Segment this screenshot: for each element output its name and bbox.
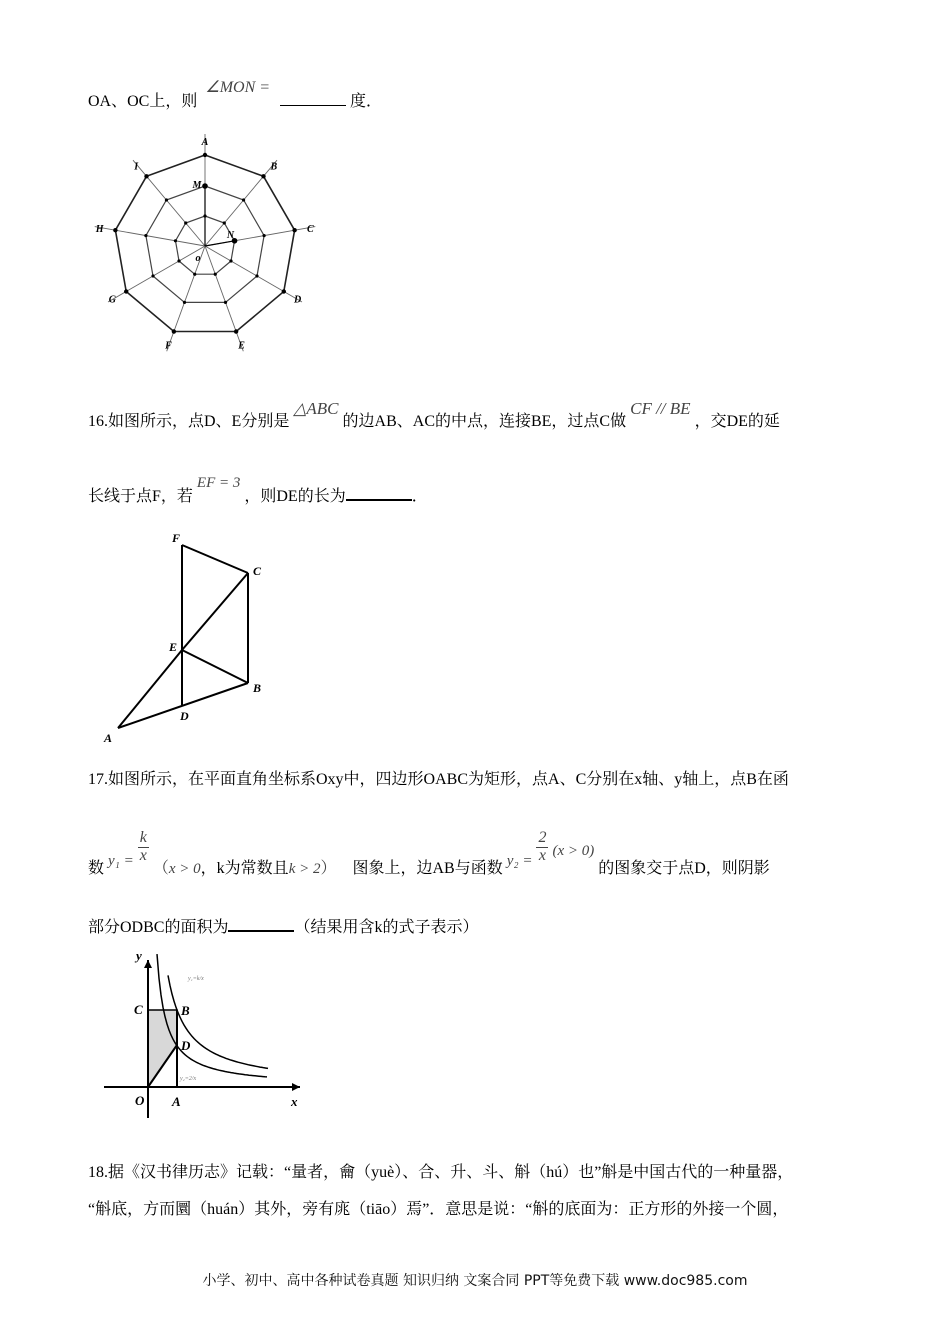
q17-line3-b: （结果用含k的式子表示） (294, 919, 479, 936)
q17-line2-c: 的图象交于点D，则阴影 (598, 859, 770, 877)
q17-shaded-region (148, 1010, 177, 1087)
q15-label-N: N (226, 229, 235, 241)
q16-label-B: B (253, 681, 262, 695)
q16-label-E: E (169, 640, 178, 654)
q16-line2-a: 长线于点F，若 (88, 488, 193, 505)
q16-triangle-math: △ABC (293, 399, 339, 418)
q16-parallel-math: CF // BE (630, 399, 691, 418)
q16-line1-b: 的边AB、AC的中点，连接BE，过点C做 (342, 413, 627, 430)
q17-y2-cond: (x > 0) (552, 842, 595, 859)
q17-label-y: y (136, 948, 142, 963)
q16-label-C: C (253, 564, 262, 578)
q17-y1-numerator: k (139, 829, 147, 846)
q15-text-b: 度． (350, 93, 383, 110)
q18-line-2 (88, 1196, 788, 1219)
q17-y2-denominator: x (538, 846, 547, 864)
q17-y2-numerator: 2 (538, 829, 547, 846)
q15-label-I: I (134, 161, 139, 173)
q17-cond1: x > 0 (168, 860, 201, 877)
q15-label-A: A (201, 137, 209, 148)
page-footer: 小学、初中、高中各种试卷真题 知识归纳 文案合同 PPT等免费下载 www.doc985.com (202, 1273, 748, 1289)
q15-label-G: G (108, 294, 116, 306)
q16-label-D: D (180, 709, 189, 723)
q15-label-B: B (270, 161, 278, 173)
q17-label-D: D (181, 1038, 191, 1053)
q17-label-C: C (134, 1002, 143, 1017)
q16-line2-b: ，则DE的长为 (244, 488, 346, 505)
q17-curve-y1 (168, 975, 268, 1068)
q17-y2-lhs: y₂ = (506, 852, 533, 869)
q18-line-1 (88, 1159, 793, 1182)
q17-label-A: A (172, 1094, 181, 1109)
q17-paren-close: ） (320, 859, 337, 877)
q17-label-O: O (135, 1093, 145, 1108)
q17-cond2: k > 2 (288, 860, 321, 877)
q16-line1-a: 16.如图所示，点D、E分别是 (88, 413, 290, 430)
q18-line2: “斛底，方而圜（huán）其外，旁有庣（tiāo）焉”．意思是说：“斛的底面为：正方形的外接一个圆， (88, 1201, 789, 1218)
q17-paren-open: （ (152, 859, 169, 877)
q15-label-H: H (95, 223, 104, 235)
q15-text-a: OA、OC上，则 (88, 93, 198, 110)
q15-label-O: o (195, 253, 201, 264)
q15-label-E: E (238, 340, 245, 352)
q16-line2-c: ． (411, 488, 428, 505)
q17-curve-label-2: y₂=2/x (180, 1076, 197, 1082)
q17-line3-a: 部分ODBC的面积为 (88, 919, 229, 936)
q16-ef-math: EF = 3 (196, 475, 241, 491)
q17-y1-denominator: x (139, 846, 147, 864)
q17-curve-label-1: y₁=k/x (188, 976, 204, 982)
q15-label-M: M (192, 180, 202, 191)
q15-label-F: F (165, 340, 172, 352)
q17-line2-a: 数 (88, 859, 105, 877)
q18-line1: 18.据《汉书律历志》记载：“量者，龠（yuè）、合、升、斗、斛（hú）也”斛是中国古代的一种量器， (88, 1164, 794, 1181)
q15-angle-math: ∠MON = (205, 79, 271, 96)
q17-y1-lhs: y₁ = (108, 852, 134, 869)
q16-label-A: A (104, 731, 113, 745)
q16-line1-c: ，交DE的延 (694, 413, 780, 430)
q15-label-C: C (307, 223, 314, 235)
q16-label-F: F (172, 531, 181, 545)
q17-label-x: x (291, 1094, 298, 1109)
q17-line2-b: 图象上，边AB与函数 (352, 859, 503, 877)
q15-label-D: D (294, 294, 302, 306)
q17-comma-text: ，k为常数且 (200, 859, 289, 877)
q17-label-B: B (181, 1003, 190, 1018)
q17-line1: 17.如图所示，在平面直角坐标系Oxy中，四边形OABC为矩形，点A、C分别在x轴、y轴上，点B在函 (88, 771, 789, 788)
